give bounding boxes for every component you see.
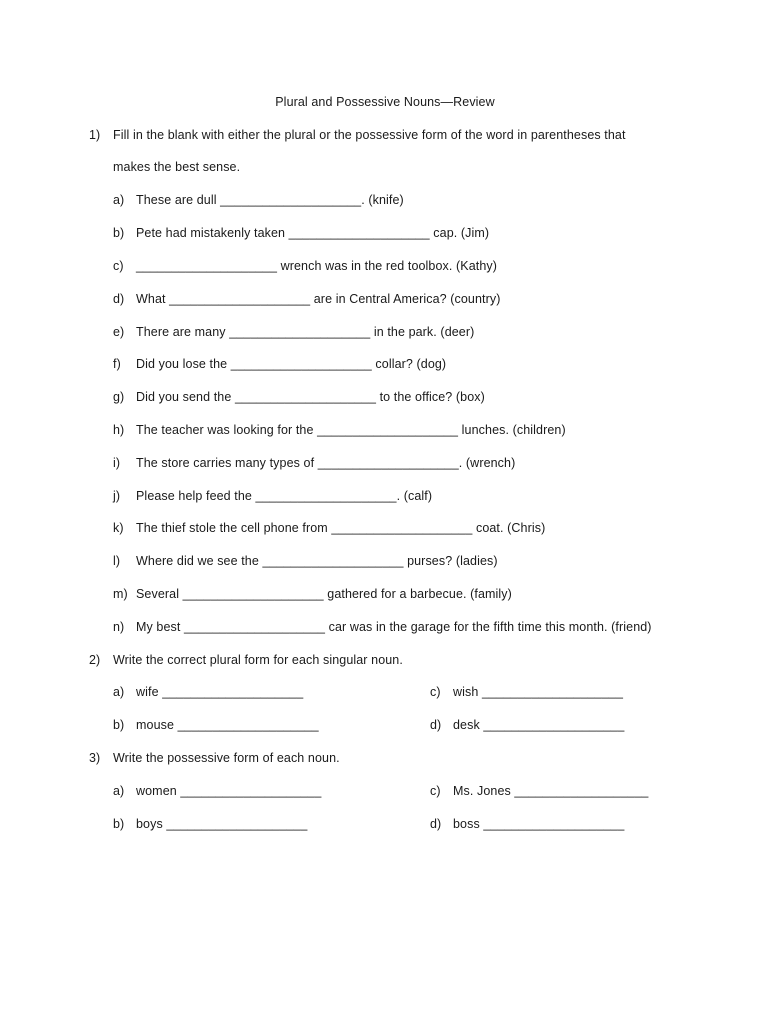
q1-item-text: Pete had mistakenly taken ____________________ cap. (Jim) (136, 226, 490, 240)
q1-item-letter: j) (113, 489, 121, 503)
question-3-number: 3) (89, 751, 101, 765)
q1-item-letter: l) (113, 554, 121, 568)
q1-item-text: The store carries many types of ____________________. (wrench) (136, 456, 516, 470)
q1-item-text: What ____________________ are in Central America? (country) (136, 292, 501, 306)
q3-item-text: women ____________________ (136, 784, 322, 798)
q1-item-text: The thief stole the cell phone from ____________________ coat. (Chris) (136, 521, 546, 535)
q1-item-letter: b) (113, 226, 125, 240)
q2-item-text: wish ____________________ (453, 685, 624, 699)
q2-item-letter: a) (113, 685, 125, 699)
q2-item-text: wife ____________________ (136, 685, 304, 699)
q1-item-letter: h) (113, 423, 125, 437)
q1-item-letter: m) (113, 587, 128, 601)
q2-item-text: desk ____________________ (453, 718, 625, 732)
q3-item-text: Ms. Jones ___________________ (453, 784, 649, 798)
q1-item-letter: n) (113, 620, 125, 634)
question-1-text-line2: makes the best sense. (113, 160, 241, 174)
q2-item-letter: c) (430, 685, 441, 699)
q2-item-text: mouse ____________________ (136, 718, 319, 732)
question-1-text-line1: Fill in the blank with either the plural or the possessive form of the word in parentheses that (113, 128, 626, 142)
q1-item-text: Several ____________________ gathered for a barbecue. (family) (136, 587, 512, 601)
q3-item-letter: a) (113, 784, 125, 798)
q3-item-text: boss ____________________ (453, 817, 625, 831)
q1-item-text: My best ____________________ car was in the garage for the fifth time this month. (friend) (136, 620, 652, 634)
q3-item-letter: b) (113, 817, 125, 831)
q1-item-text: Did you lose the ____________________ collar? (dog) (136, 357, 447, 371)
q1-item-text: There are many ____________________ in the park. (deer) (136, 325, 475, 339)
q1-item-text: These are dull ____________________. (knife) (136, 193, 404, 207)
q2-item-letter: b) (113, 718, 125, 732)
q1-item-letter: f) (113, 357, 121, 371)
question-2-number: 2) (89, 653, 101, 667)
q3-item-text: boys ____________________ (136, 817, 308, 831)
q1-item-text: Did you send the ____________________ to the office? (box) (136, 390, 485, 404)
q3-item-letter: d) (430, 817, 442, 831)
q1-item-letter: g) (113, 390, 125, 404)
question-2-text: Write the correct plural form for each singular noun. (113, 653, 403, 667)
question-1-number: 1) (89, 128, 101, 142)
q1-item-text: Please help feed the ____________________. (calf) (136, 489, 433, 503)
q1-item-text: The teacher was looking for the ____________________ lunches. (children) (136, 423, 566, 437)
q1-item-letter: d) (113, 292, 125, 306)
q1-item-text: ____________________ wrench was in the red toolbox. (Kathy) (136, 259, 498, 273)
q1-item-letter: a) (113, 193, 125, 207)
q3-item-letter: c) (430, 784, 441, 798)
q1-item-letter: c) (113, 259, 124, 273)
question-3-text: Write the possessive form of each noun. (113, 751, 340, 765)
page-title: Plural and Possessive Nouns—Review (275, 95, 495, 109)
q2-item-letter: d) (430, 718, 442, 732)
q1-item-letter: i) (113, 456, 121, 470)
q1-item-text: Where did we see the ____________________ purses? (ladies) (136, 554, 498, 568)
q1-item-letter: k) (113, 521, 124, 535)
q1-item-letter: e) (113, 325, 125, 339)
